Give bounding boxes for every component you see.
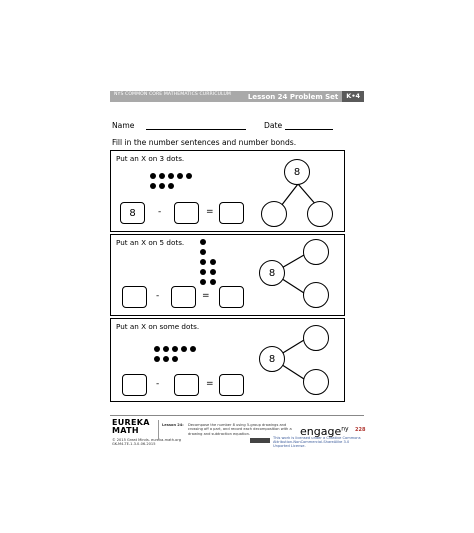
- dot[interactable]: [163, 356, 169, 362]
- copyright-text: © 2015 Great Minds. eureka-math.org: [112, 438, 182, 442]
- name-label: Name: [112, 121, 135, 130]
- problem-panel-3: [110, 318, 345, 402]
- dot[interactable]: [168, 183, 174, 189]
- number-box-total[interactable]: [122, 286, 147, 308]
- dot[interactable]: [200, 249, 206, 255]
- dot[interactable]: [150, 173, 156, 179]
- number-box-total[interactable]: 8: [120, 202, 145, 224]
- minus-sign: -: [158, 207, 162, 217]
- lesson-title: Lesson 24 Problem Set: [247, 92, 339, 101]
- dot[interactable]: [200, 239, 206, 245]
- problem-panel-2: [110, 234, 345, 316]
- equals-sign: =: [206, 379, 214, 389]
- dot[interactable]: [200, 269, 206, 275]
- dot[interactable]: [210, 259, 216, 265]
- minus-sign: -: [156, 291, 160, 301]
- dot[interactable]: [172, 346, 178, 352]
- number-box-part[interactable]: [174, 202, 199, 224]
- dot[interactable]: [210, 279, 216, 285]
- dot[interactable]: [181, 346, 187, 352]
- bond-whole-circle[interactable]: 8: [259, 260, 285, 286]
- bond-part-circle[interactable]: [303, 239, 329, 265]
- eureka-math-logo: [112, 419, 150, 435]
- engageny-brand: engage: [300, 425, 342, 438]
- number-box-result[interactable]: [219, 374, 244, 396]
- number-box-part[interactable]: [174, 374, 199, 396]
- minus-sign: -: [156, 379, 160, 389]
- header-title-group: [248, 91, 364, 102]
- dot[interactable]: [172, 356, 178, 362]
- equals-sign: =: [206, 207, 214, 217]
- dot[interactable]: [200, 259, 206, 265]
- page-number: 228: [355, 427, 366, 433]
- creative-commons-badge: [250, 438, 270, 443]
- bond-part-circle[interactable]: [303, 325, 329, 351]
- dot[interactable]: [159, 183, 165, 189]
- date-label: Date: [264, 121, 283, 130]
- problem-panel-1: [110, 150, 345, 232]
- logo-line-1: EUREKA: [112, 418, 150, 427]
- bond-part-circle[interactable]: [307, 201, 333, 227]
- lesson-description: Decompose the number 8 using 5-group drawings and crossing off a part, and record each decomposition with a drawing and subtraction equation.: [188, 423, 292, 436]
- lesson-header-bar: [110, 91, 364, 102]
- bond-whole-circle[interactable]: 8: [284, 159, 310, 185]
- dot[interactable]: [154, 346, 160, 352]
- number-box-result[interactable]: [219, 286, 244, 308]
- dot[interactable]: [154, 356, 160, 362]
- dot[interactable]: [190, 346, 196, 352]
- dot[interactable]: [163, 346, 169, 352]
- logo-line-2: MATH: [112, 426, 139, 435]
- bond-part-circle[interactable]: [303, 369, 329, 395]
- number-box-total[interactable]: [122, 374, 147, 396]
- bond-whole-circle[interactable]: 8: [259, 346, 285, 372]
- date-field[interactable]: [285, 129, 333, 130]
- number-box-result[interactable]: [219, 202, 244, 224]
- name-field[interactable]: [146, 129, 246, 130]
- equals-sign: =: [202, 291, 210, 301]
- dot[interactable]: [177, 173, 183, 179]
- dot[interactable]: [200, 279, 206, 285]
- bond-part-circle[interactable]: [303, 282, 329, 308]
- footer-lesson-label: Lesson 24:: [162, 423, 184, 427]
- dot[interactable]: [150, 183, 156, 189]
- dot[interactable]: [159, 173, 165, 179]
- footer-divider: [158, 420, 159, 440]
- grade-module-badge: K•4: [342, 91, 364, 102]
- document-code: GK-M4-TE-1.3.0-06.2015: [112, 442, 156, 446]
- dot[interactable]: [186, 173, 192, 179]
- engageny-brand-sup: ny: [341, 425, 349, 433]
- number-box-part[interactable]: [171, 286, 196, 308]
- bond-part-circle[interactable]: [261, 201, 287, 227]
- license-text: This work is licensed under a Creative Commons Attribution-NonCommercial-ShareAlike 3.0 Unported License.: [273, 436, 361, 448]
- dot[interactable]: [168, 173, 174, 179]
- engageny-logo: [300, 425, 349, 438]
- problem-prompt: Put an X on 3 dots.: [116, 154, 185, 163]
- problem-prompt: Put an X on 5 dots.: [116, 238, 185, 247]
- dot[interactable]: [210, 269, 216, 275]
- problem-prompt: Put an X on some dots.: [116, 322, 200, 331]
- curriculum-label: NYS COMMON CORE MATHEMATICS CURRICULUM: [114, 92, 231, 97]
- footer-rule: [110, 415, 364, 416]
- instructions: Fill in the number sentences and number bonds.: [112, 138, 297, 147]
